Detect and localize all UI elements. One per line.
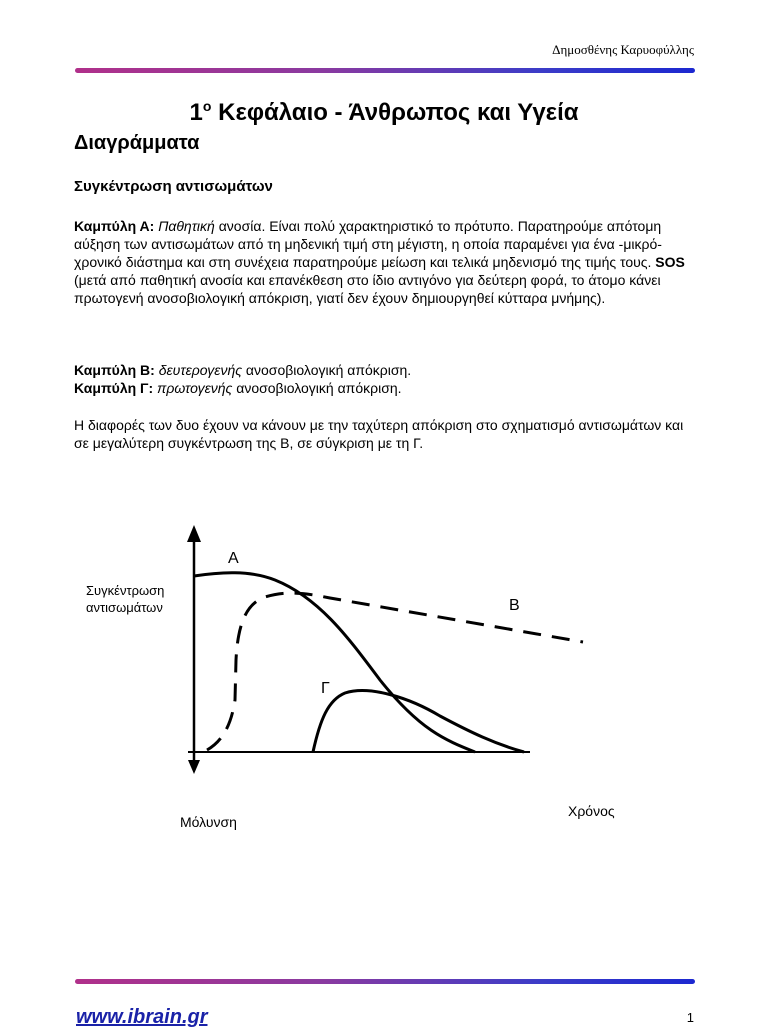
- curve-a-label: Καμπύλη Α:: [74, 218, 155, 234]
- chapter-number: 1: [189, 99, 203, 126]
- chapter-ordinal: ο: [202, 98, 212, 114]
- y-axis-label-line1: Συγκέντρωση: [86, 583, 165, 598]
- curve-a-note: (μετά από παθητική ανοσία και επανέκθεση στο ίδιο αντιγόνο για δεύτερη φορά, το άτομο κάνει πρωτογενή ανοσοβιολογική απόκριση, γιατί δεν έχουν δημιουργηθεί κύτταρα μνήμης).: [74, 272, 661, 306]
- curve-c-emphasis: πρωτογενής: [157, 380, 233, 396]
- header-author: Δημοσθένης Καρυοφύλλης: [552, 42, 694, 57]
- curve-a-emphasis: Παθητική: [158, 218, 215, 234]
- website-link[interactable]: www.ibrain.gr: [76, 1006, 208, 1028]
- curve-a-text: ανοσία. Είναι πολύ χαρακτηριστικό το πρότυπο. Παρατηρούμε απότομη αύξηση των αντισωμάτων από τη μηδενική τιμή στη μέγιστη, η οποία παραμένει για ένα -μικρό- χρονικό διάστημα και στη συνέχεια παρατηρούμε μείωση και τελικά μηδενισμό της τιμής τους.: [74, 218, 662, 270]
- curve-b-tag: Β: [509, 597, 520, 614]
- curve-b-label: Καμπύλη Β:: [74, 362, 155, 378]
- origin-label: Μόλυνση: [180, 814, 237, 830]
- x-axis-label: Χρόνος: [568, 803, 615, 819]
- curve-c-tag: Γ: [321, 680, 330, 697]
- origin-arrow: [188, 760, 200, 774]
- curve-c-text: ανοσοβιολογική απόκριση.: [232, 380, 402, 396]
- curve-b-text: ανοσοβιολογική απόκριση.: [242, 362, 412, 378]
- curve-a-tag: Α: [228, 550, 239, 567]
- sos-label: SOS: [655, 254, 685, 270]
- y-axis-label-line2: αντισωμάτων: [86, 600, 163, 615]
- curve-b: [207, 593, 583, 750]
- y-axis-arrow: [187, 525, 201, 542]
- chapter-title: Κεφάλαιο - Άνθρωπος και Υγεία: [218, 99, 579, 126]
- section-title: Συγκέντρωση αντισωμάτων: [74, 178, 273, 195]
- curve-c-label: Καμπύλη Γ:: [74, 380, 154, 396]
- page-subtitle: Διαγράμματα: [74, 132, 200, 154]
- paragraph-differences: Η διαφορές των δυο έχουν να κάνουν με την ταχύτερη απόκριση στο σχηματισμό αντισωμάτων και σε μεγαλύτερη συγκέντρωση της Β, σε σύγκριση με τη Γ.: [74, 417, 684, 451]
- curve-b-emphasis: δευτερογενής: [158, 362, 243, 378]
- page-number: 1: [686, 1010, 694, 1025]
- footer-divider: [75, 979, 695, 984]
